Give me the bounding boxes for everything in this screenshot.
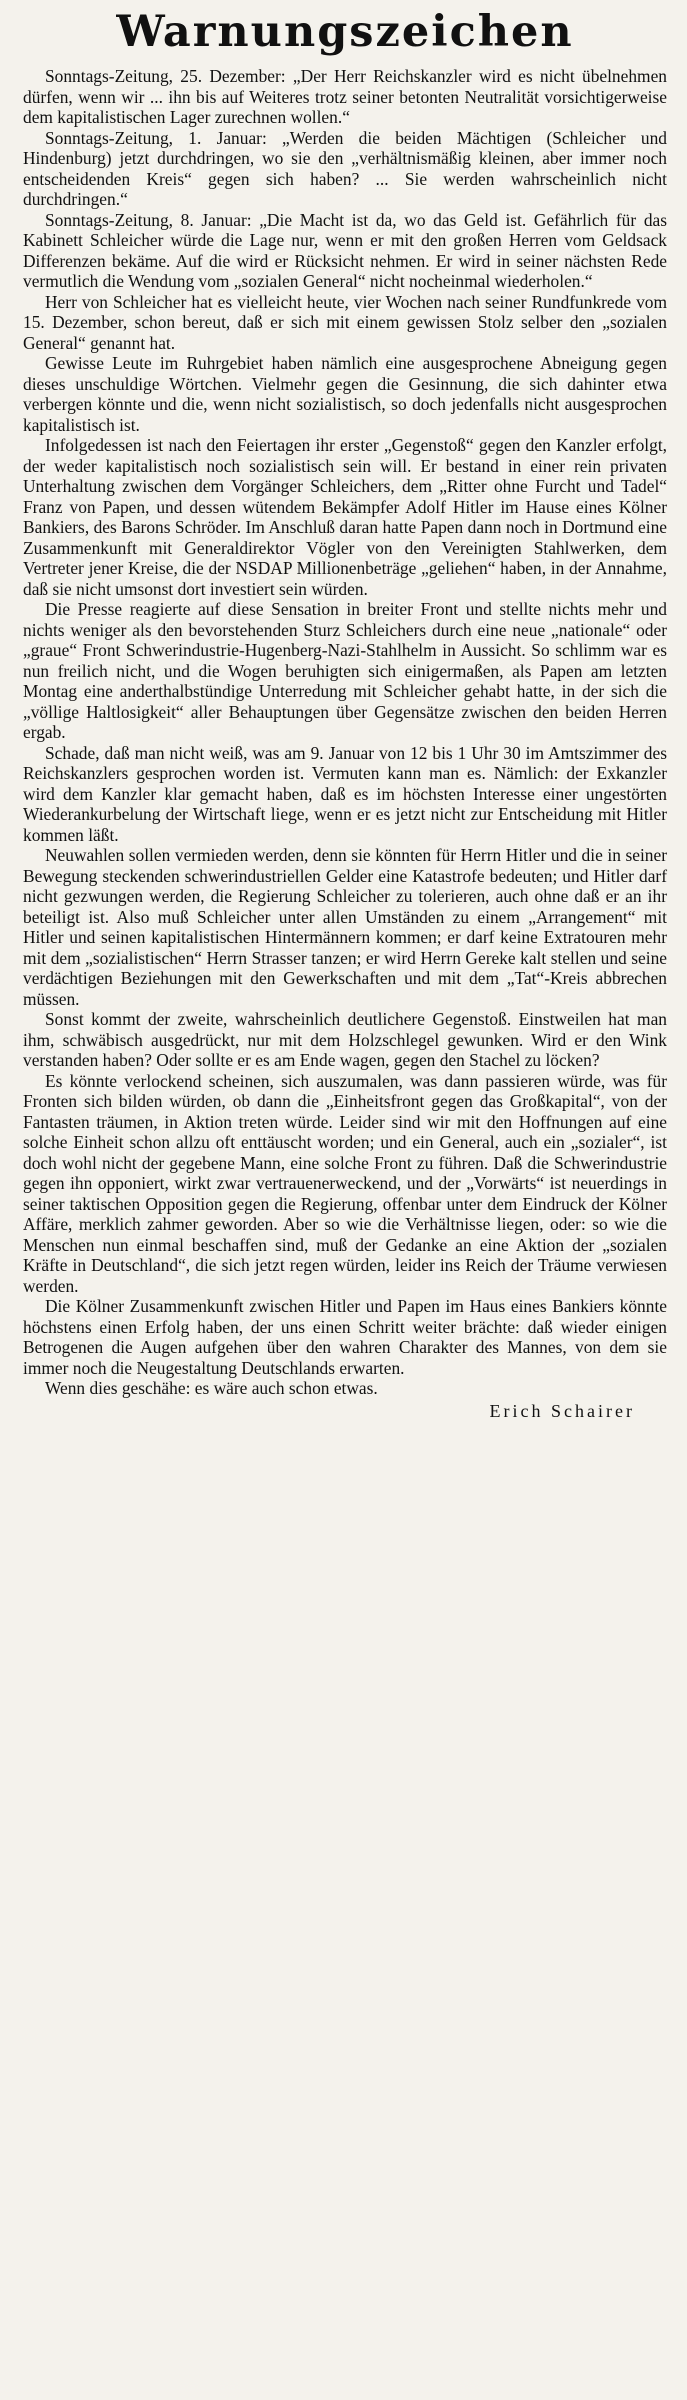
- paragraph-2: Sonntags-Zeitung, 1. Januar: „Werden die beiden Mächtigen (Schleicher und Hindenburg) jetzt durchdringen, wo sie den „verhältnismäßig kleinen, aber immer noch entscheidenden Kreis“ gegen sich haben? ... Sie werden wahrscheinlich nicht durchdringen.“: [23, 127, 667, 209]
- paragraph-6: Infolgedessen ist nach den Feiertagen ihr erster „Gegenstoß“ gegen den Kanzler erfolgt, der weder kapitalistisch noch sozialistisch sein will. Er bestand in einer rein privaten Unterhaltung zwischen dem Vorgänger Schleichers, dem „Ritter ohne Furcht und Tadel“ Franz von Papen, und dessen wütendem Bekämpfer Adolf Hitler im Hause eines Kölner Bankiers, des Barons Schröder. Im Anschluß daran hatte Papen dann noch in Dortmund eine Zusammenkunft mit Generaldirektor Vögler von den Vereinigten Stahlwerken, dem Vertreter jener Kreise, die der NSDAP Millionenbeträge „geliehen“ haben, in der Annahme, daß sie nicht umsonst dort investiert sein würden.: [23, 435, 667, 599]
- paragraph-7: Die Presse reagierte auf diese Sensation in breiter Front und stellte nichts mehr und nichts weniger als den bevorstehenden Sturz Schleichers durch eine neue „nationale“ oder „graue“ Front Schwerindustrie-Hugenberg-Nazi-Stahlhelm in Aussicht. So schlimm war es nun freilich nicht, und die Wogen beruhigten sich einigermaßen, als Papen am letzten Montag eine anderthalbstündige Unterredung mit Schleicher gehabt hatte, in der sich die „völlige Haltlosigkeit“ aller Behauptungen über Gegensätze zwischen den beiden Herren ergab.: [23, 599, 667, 742]
- paragraph-13: Wenn dies geschähe: es wäre auch schon etwas.: [45, 1378, 378, 1398]
- paragraph-1: Sonntags-Zeitung, 25. Dezember: „Der Herr Reichskanzler wird es nicht übelnehmen dürfen, wenn wir ... ihn bis auf Weiteres trotz seiner betonten Neutralität vorsichtigerweise dem kapitalistischen Lager zurechnen wollen.“: [23, 66, 667, 127]
- paragraph-9: Neuwahlen sollen vermieden werden, denn sie könnten für Herrn Hitler und die in seiner Bewegung steckenden schwerindustriellen Gelder eine Katastrofe bedeuten; und Hitler darf nicht gezwungen werden, die Regierung Schleicher zu tolerieren, auch ohne daß er an ihr beteiligt ist. Also muß Schleicher unter allen Umständen zu einem „Arrangement“ mit Hitler und seinen kapitalistischen Hintermännern kommen; er darf keine Extratouren mehr mit dem „sozialistischen“ Herrn Strasser tanzen; er wird Herrn Gereke kalt stellen und seine verdächtigen Beziehungen mit den Gewerkschaften und mit dem „Tat“-Kreis abbrechen müssen.: [23, 845, 667, 1009]
- article-body: [23, 66, 667, 1399]
- paragraph-5: Gewisse Leute im Ruhrgebiet haben nämlich eine ausgesprochene Abneigung gegen dieses unschuldige Wörtchen. Vielmehr gegen die Gesinnung, die sich dahinter etwa verbergen könnte und die, wenn nicht sozialistisch, so doch jedenfalls nicht ausgesprochen kapitalistisch ist.: [23, 353, 667, 435]
- article-title: Warnungszeichen: [116, 7, 574, 57]
- paragraph-4: Herr von Schleicher hat es vielleicht heute, vier Wochen nach seiner Rundfunkrede vom 15. Dezember, schon bereut, daß er sich mit einem gewissen Stolz selber den „sozialen General“ genannt hat.: [23, 291, 667, 353]
- author-signature: Erich Schairer: [489, 1400, 635, 1421]
- paragraph-8: Schade, daß man nicht weiß, was am 9. Januar von 12 bis 1 Uhr 30 im Amtszimmer des Reichskanzlers gesprochen worden ist. Vermuten kann man es. Nämlich: der Exkanzler wird dem Kanzler klar gemacht haben, daß es im höchsten Interesse einer ungestörten Wiederankurbelung der Wirtschaft liege, wenn er es jetzt nicht zur Entscheidung mit Hitler kommen läßt.: [23, 742, 667, 845]
- paragraph-11: Es könnte verlockend scheinen, sich auszumalen, was dann passieren würde, was für Fronten sich bilden würden, ob dann die „Einheitsfront gegen das Großkapital“, von der Fantasten träumen, in Aktion treten würde. Leider sind wir mit den Hoffnungen auf eine solche Einheit schon allzu oft enttäuscht worden; und ein General, auch ein „sozialer“, ist doch wohl nicht der gegebene Mann, eine solche Front zu führen. Daß die Schwerindustrie gegen ihn opponiert, wirkt zwar vertrauenerweckend, und der „Vorwärts“ ist neuerdings in seiner taktischen Opposition gegen die Regierung, offenbar unter dem Eindruck der Kölner Affäre, merklich zahmer geworden. Aber so wie die Verhältnisse liegen, oder: so wie die Menschen nun einmal beschaffen sind, muß der Gedanke an eine Aktion der „sozialen Kräfte in Deutschland“, die sich jetzt regen würden, leider ins Reich der Träume verwiesen werden.: [23, 1070, 667, 1296]
- paragraph-3: Sonntags-Zeitung, 8. Januar: „Die Macht ist da, wo das Geld ist. Gefährlich für das Kabinett Schleicher würde die Lage nur, wenn er mit den großen Herren vom Geldsack Differenzen bekäme. Auf die wird er Rücksicht nehmen. Er wird in seiner nächsten Rede vermutlich die Wendung vom „sozialen General“ nicht nocheinmal wiederholen.“: [23, 209, 667, 291]
- paragraph-12: Die Kölner Zusammenkunft zwischen Hitler und Papen im Haus eines Bankiers könnte höchstens einen Erfolg haben, der uns einen Schritt weiter brächte: daß wieder einigen Betrogenen die Augen aufgehen über den wahren Charakter des Mannes, von dem sie immer noch die Neugestaltung Deutschlands erwarten.: [23, 1296, 667, 1378]
- paragraph-10: Sonst kommt der zweite, wahrscheinlich deutlichere Gegenstoß. Einstweilen hat man ihm, schwäbisch ausgedrückt, nur mit dem Holzschlegel gewunken. Wird er den Wink verstanden haben? Oder sollte er es am Ende wagen, gegen den Stachel zu löcken?: [23, 1009, 667, 1070]
